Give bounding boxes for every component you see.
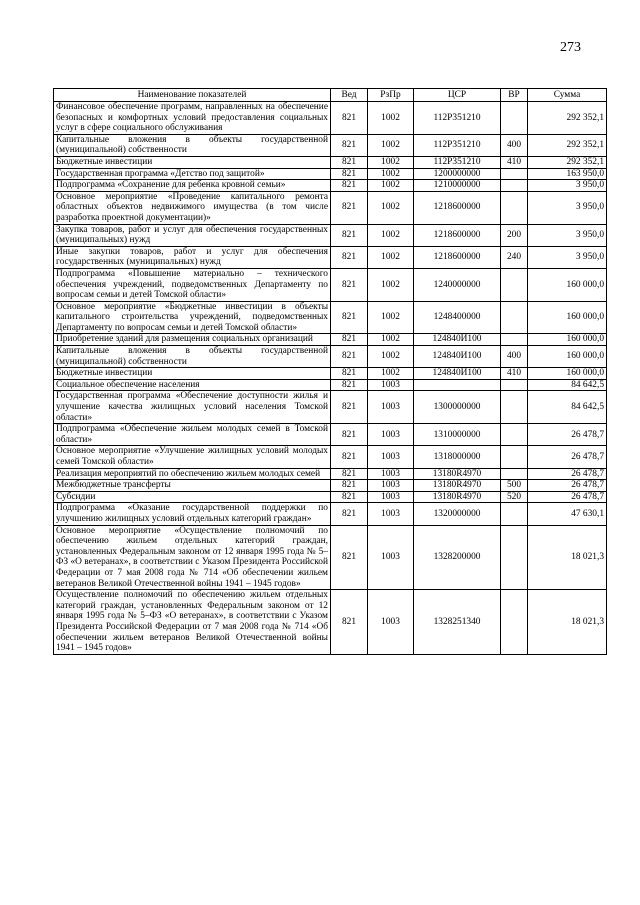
row-vr: 410 — [501, 368, 528, 380]
row-sum: 84 642,5 — [528, 391, 607, 424]
budget-table — [53, 88, 607, 655]
row-vr: 400 — [501, 346, 528, 368]
row-name: Межбюджетные трансферты — [54, 480, 331, 492]
row-csr: 1218600000 — [414, 246, 501, 268]
row-rzpr: 1002 — [368, 102, 414, 135]
row-vr: 240 — [501, 246, 528, 268]
row-name: Государственная программа «Обеспечение доступности жилья и улучшение качества жилищных условий населения Томской области» — [54, 391, 331, 424]
row-vr: 200 — [501, 224, 528, 246]
row-name: Государственная программа «Детство под защитой» — [54, 168, 331, 180]
row-sum: 160 000,0 — [528, 301, 607, 334]
row-name: Подпрограмма «Сохранение для ребенка кровной семьи» — [54, 180, 331, 192]
row-name: Субсидии — [54, 491, 331, 503]
row-ved: 821 — [331, 446, 368, 468]
row-vr — [501, 446, 528, 468]
row-csr: 13180R4970 — [414, 491, 501, 503]
row-rzpr: 1003 — [368, 491, 414, 503]
row-vr — [501, 301, 528, 334]
table-row — [54, 480, 607, 492]
row-rzpr: 1002 — [368, 246, 414, 268]
table-row — [54, 525, 607, 590]
row-ved: 821 — [331, 590, 368, 655]
header-rzpr: РзПр — [368, 89, 414, 102]
row-sum: 160 000,0 — [528, 346, 607, 368]
row-vr: 500 — [501, 480, 528, 492]
row-sum: 163 950,0 — [528, 168, 607, 180]
row-ved: 821 — [331, 224, 368, 246]
table-row — [54, 468, 607, 480]
row-csr: 1328251340 — [414, 590, 501, 655]
table-row — [54, 102, 607, 135]
row-csr: 1240000000 — [414, 268, 501, 301]
row-vr — [501, 525, 528, 590]
row-vr — [501, 503, 528, 525]
table-row — [54, 246, 607, 268]
row-csr: 13180R4970 — [414, 468, 501, 480]
row-ved: 821 — [331, 156, 368, 168]
row-rzpr: 1003 — [368, 446, 414, 468]
row-vr: 400 — [501, 134, 528, 156]
header-vr: ВР — [501, 89, 528, 102]
row-name: Приобретение зданий для размещения социальных организаций — [54, 334, 331, 346]
row-vr — [501, 191, 528, 224]
row-sum: 292 352,1 — [528, 134, 607, 156]
row-rzpr: 1003 — [368, 468, 414, 480]
row-rzpr: 1003 — [368, 503, 414, 525]
row-sum: 292 352,1 — [528, 102, 607, 135]
row-name: Подпрограмма «Оказание государственной поддержки по улучшению жилищных условий отдельных категорий граждан» — [54, 503, 331, 525]
row-sum: 26 478,7 — [528, 480, 607, 492]
row-sum: 18 021,3 — [528, 525, 607, 590]
row-vr — [501, 180, 528, 192]
row-csr: 1320000000 — [414, 503, 501, 525]
table-row — [54, 156, 607, 168]
row-name: Реализация мероприятий по обеспечению жильем молодых семей — [54, 468, 331, 480]
row-ved: 821 — [331, 391, 368, 424]
row-ved: 821 — [331, 491, 368, 503]
row-rzpr: 1003 — [368, 391, 414, 424]
row-csr: 124840И100 — [414, 346, 501, 368]
row-ved: 821 — [331, 268, 368, 301]
row-ved: 821 — [331, 102, 368, 135]
row-ved: 821 — [331, 525, 368, 590]
row-rzpr: 1002 — [368, 334, 414, 346]
row-ved: 821 — [331, 480, 368, 492]
row-csr: 124840И100 — [414, 334, 501, 346]
row-vr — [501, 102, 528, 135]
row-name: Социальное обеспечение населения — [54, 379, 331, 391]
row-rzpr: 1002 — [368, 268, 414, 301]
row-rzpr: 1003 — [368, 424, 414, 446]
row-name: Основное мероприятие «Бюджетные инвестиции в объекты капитального строительства учреждений, подведомственных Департаменту по вопросам семьи и детей Томской области» — [54, 301, 331, 334]
row-ved: 821 — [331, 334, 368, 346]
table-row — [54, 446, 607, 468]
row-sum: 160 000,0 — [528, 334, 607, 346]
row-csr: 112Р351210 — [414, 134, 501, 156]
row-name: Подпрограмма «Повышение материально – технического обеспечения учреждений, подведомственных Департаменту по вопросам семьи и детей Томской области» — [54, 268, 331, 301]
row-ved: 821 — [331, 424, 368, 446]
row-ved: 821 — [331, 246, 368, 268]
table-row — [54, 301, 607, 334]
row-csr: 112Р351210 — [414, 156, 501, 168]
row-sum: 18 021,3 — [528, 590, 607, 655]
row-ved: 821 — [331, 346, 368, 368]
row-name: Капитальные вложения в объекты государственной (муниципальной) собственности — [54, 134, 331, 156]
row-sum: 3 950,0 — [528, 246, 607, 268]
table-row — [54, 134, 607, 156]
table-row — [54, 224, 607, 246]
table-row — [54, 491, 607, 503]
row-vr — [501, 379, 528, 391]
row-ved: 821 — [331, 301, 368, 334]
row-ved: 821 — [331, 168, 368, 180]
row-vr — [501, 424, 528, 446]
row-rzpr: 1003 — [368, 480, 414, 492]
row-csr: 124840И100 — [414, 368, 501, 380]
row-ved: 821 — [331, 368, 368, 380]
table-row — [54, 334, 607, 346]
header-name: Наименование показателей — [54, 89, 331, 102]
table-row — [54, 346, 607, 368]
row-ved: 821 — [331, 180, 368, 192]
row-rzpr: 1003 — [368, 379, 414, 391]
row-rzpr: 1003 — [368, 590, 414, 655]
row-rzpr: 1002 — [368, 191, 414, 224]
row-name: Капитальные вложения в объекты государственной (муниципальной) собственности — [54, 346, 331, 368]
row-name: Основное мероприятие «Улучшение жилищных условий молодых семей Томской области» — [54, 446, 331, 468]
header-ved: Вед — [331, 89, 368, 102]
header-sum: Сумма — [528, 89, 607, 102]
table-row — [54, 168, 607, 180]
row-name: Подпрограмма «Обеспечение жильем молодых семей в Томской области» — [54, 424, 331, 446]
row-sum: 3 950,0 — [528, 191, 607, 224]
row-ved: 821 — [331, 379, 368, 391]
row-vr — [501, 268, 528, 301]
row-ved: 821 — [331, 503, 368, 525]
row-vr: 520 — [501, 491, 528, 503]
row-rzpr: 1002 — [368, 168, 414, 180]
row-ved: 821 — [331, 134, 368, 156]
row-csr: 1200000000 — [414, 168, 501, 180]
table-row — [54, 590, 607, 655]
row-sum: 3 950,0 — [528, 180, 607, 192]
row-name: Финансовое обеспечение программ, направленных на обеспечение безопасных и комфортных условий предоставления социальных услуг в сфере социального обслуживания — [54, 102, 331, 135]
row-vr — [501, 168, 528, 180]
row-csr: 1218600000 — [414, 191, 501, 224]
table-row — [54, 379, 607, 391]
table-row — [54, 368, 607, 380]
row-name: Основное мероприятие «Проведение капитального ремонта областных объектов недвижимого имущества (в том числе разработка проектной документации)» — [54, 191, 331, 224]
row-rzpr: 1002 — [368, 368, 414, 380]
row-csr: 1300000000 — [414, 391, 501, 424]
row-sum: 47 630,1 — [528, 503, 607, 525]
row-rzpr: 1002 — [368, 180, 414, 192]
header-row — [54, 89, 607, 102]
row-name: Иные закупки товаров, работ и услуг для обеспечения государственных (муниципальных) нужд — [54, 246, 331, 268]
row-vr — [501, 391, 528, 424]
row-rzpr: 1002 — [368, 224, 414, 246]
row-sum: 84 642,5 — [528, 379, 607, 391]
table-row — [54, 503, 607, 525]
row-ved: 821 — [331, 191, 368, 224]
row-csr: 112Р351210 — [414, 102, 501, 135]
row-csr: 13180R4970 — [414, 480, 501, 492]
row-csr: 1218600000 — [414, 224, 501, 246]
row-csr — [414, 379, 501, 391]
row-vr — [501, 468, 528, 480]
row-sum: 26 478,7 — [528, 424, 607, 446]
row-rzpr: 1002 — [368, 346, 414, 368]
row-rzpr: 1002 — [368, 301, 414, 334]
page-number: 273 — [560, 40, 581, 55]
table-body — [54, 102, 607, 655]
row-name: Бюджетные инвестиции — [54, 368, 331, 380]
row-sum: 160 000,0 — [528, 368, 607, 380]
row-name: Бюджетные инвестиции — [54, 156, 331, 168]
row-sum: 26 478,7 — [528, 491, 607, 503]
row-rzpr: 1003 — [368, 525, 414, 590]
row-sum: 26 478,7 — [528, 446, 607, 468]
row-name: Основное мероприятие «Осуществление полномочий по обеспечению жильем отдельных категорий граждан, установленных Федеральным законом от 12 января 1995 года № 5–ФЗ «О ветеранах», в соответствии с Указом Президента Российской Федерации от 7 мая 2008 года № 714 «Об обеспечении жильем ветеранов Великой Отечественной войны 1941 – 1945 годов» — [54, 525, 331, 590]
table-row — [54, 191, 607, 224]
row-rzpr: 1002 — [368, 156, 414, 168]
table-row — [54, 424, 607, 446]
row-rzpr: 1002 — [368, 134, 414, 156]
row-ved: 821 — [331, 468, 368, 480]
table-row — [54, 180, 607, 192]
row-csr: 1328200000 — [414, 525, 501, 590]
row-sum: 292 352,1 — [528, 156, 607, 168]
row-sum: 3 950,0 — [528, 224, 607, 246]
row-vr — [501, 334, 528, 346]
row-csr: 1210000000 — [414, 180, 501, 192]
row-vr — [501, 590, 528, 655]
row-name: Закупка товаров, работ и услуг для обеспечения государственных (муниципальных) нужд — [54, 224, 331, 246]
row-csr: 1310000000 — [414, 424, 501, 446]
table-row — [54, 391, 607, 424]
row-vr: 410 — [501, 156, 528, 168]
table-row — [54, 268, 607, 301]
row-csr: 1318000000 — [414, 446, 501, 468]
row-sum: 160 000,0 — [528, 268, 607, 301]
row-csr: 1248400000 — [414, 301, 501, 334]
row-sum: 26 478,7 — [528, 468, 607, 480]
row-name: Осуществление полномочий по обеспечению жильем отдельных категорий граждан, установленных Федеральным законом от 12 января 1995 года № 5–ФЗ «О ветеранах», в соответствии с Указом Президента Российской Федерации от 7 мая 2008 года № 714 «Об обеспечении жильем ветеранов Великой Отечественной войны 1941 – 1945 годов» — [54, 590, 331, 655]
header-csr: ЦСР — [414, 89, 501, 102]
